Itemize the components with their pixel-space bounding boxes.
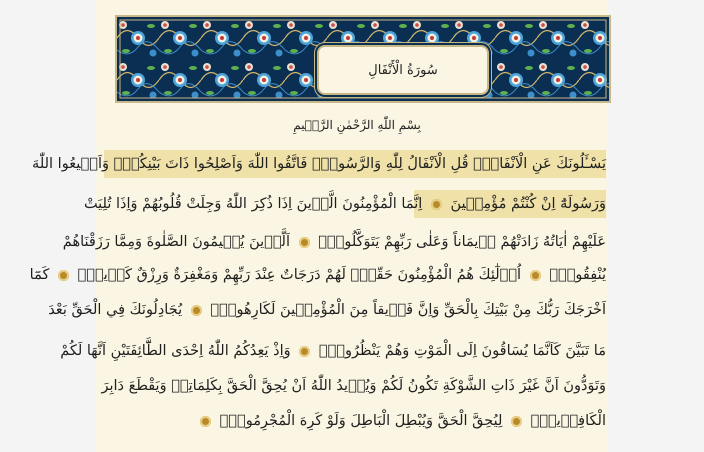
verse-line-1 [32,151,606,177]
verse-line-5 [48,297,606,323]
verse-line-8 [104,408,606,434]
verse-text: يُجَادِلُونَكَ فِي الْحَقِّ بَعْدَ [48,302,183,318]
verse-end-marker-icon [299,237,310,248]
verse-end-marker-icon [58,270,69,281]
verse-text: اُو۬لٰٓئِكَ هُمُ الْمُؤْمِنُونَ حَقّاًۜ لَهُمْ دَرَجَاتٌ عِنْدَ رَبِّهِمْ وَمَغْفِرَةٌ وَرِزْقٌ كَر۪يمٌۚ [77,267,522,283]
verse-line-4 [29,262,606,288]
surah-header-banner [115,15,611,103]
verse-line-7 [101,373,606,399]
verse-text: لِيُحِقَّ الْحَقَّ وَيُبْطِلَ الْبَاطِلَ وَلَوْ كَرِهَ الْمُجْرِمُونَۚ [219,413,503,429]
verse-line-3 [62,229,606,255]
verse-end-marker-icon [431,199,442,210]
verse-end-marker-icon [511,416,522,427]
verse-text: وَتَوَدُّونَ اَنَّ غَيْرَ ذَاتِ الشَّوْكَةِ تَكُونُ لَكُمْ وَيُر۪يدُ اللّٰهُ اَنْ يُحِقَّ الْحَقَّ بِكَلِمَاتِه۪ وَيَقْطَعَ دَابِرَ [101,378,606,394]
verse-text: كَمَٓا [29,267,50,283]
verse-line-6 [60,338,606,364]
verse-text: يَسْـَٔلُونَكَ عَنِ الْاَنْفَالِۜ قُلِ الْاَنْفَالُ لِلّٰهِ وَالرَّسُولِۚ فَاتَّقُوا اللّٰهَ وَاَصْلِحُوا ذَاتَ بَيْنِكُمْۖ وَاَط۪يعُوا اللّٰهَ [32,156,606,172]
verse-text: عَلَيْهِمْ اٰيَاتُهُ زَادَتْهُمْ ا۪يمَاناً وَعَلٰى رَبِّهِمْ يَتَوَكَّلُونَۚ [318,234,606,250]
verse-end-marker-icon [191,305,202,316]
verse-text: اَلَّذ۪ينَ يُق۪يمُونَ الصَّلٰوةَ وَمِمَّا رَزَقْنَاهُمْ [62,234,290,250]
verse-text: مَا تَبَيَّنَ كَاَنَّمَا يُسَاقُونَ اِلَى الْمَوْتِ وَهُمْ يَنْظُرُونَۜ [318,343,606,359]
surah-title: سُورَةُ الْأَنْفَالِ [368,62,438,78]
verse-text: اَخْرَجَكَ رَبُّكَ مِنْ بَيْتِكَ بِالْحَقِّ وَاِنَّ فَر۪يقاً مِنَ الْمُؤْمِن۪ينَ لَكَارِهُونَۙ [210,302,606,318]
verse-text: وَاِذْ يَعِدُكُمُ اللّٰهُ اِحْدَى الطَّٓائِفَتَيْنِ اَنَّهَا لَكُمْ [60,343,291,359]
verse-text: وَرَسُولَهُٓ اِنْ كُنْتُمْ مُؤْمِن۪ينَ [450,196,606,212]
verse-end-marker-icon [530,270,541,281]
basmala: بِسْمِ اللّٰهِ الرَّحْمٰنِ الرَّح۪يمِ [293,118,421,132]
verse-text: اِنَّمَا الْمُؤْمِنُونَ الَّذ۪ينَ اِذَا ذُكِرَ اللّٰهُ وَجِلَتْ قُلُوبُهُمْ وَاِذَا تُلِيَتْ [83,196,423,212]
verse-text: الْكَافِر۪ينَۙ [530,413,606,429]
verse-text: يُنْفِقُونَۜ [549,267,606,283]
verse-line-2 [83,191,606,217]
verse-end-marker-icon [299,346,310,357]
verse-end-marker-icon [200,416,211,427]
surah-title-cartouche [319,47,487,93]
